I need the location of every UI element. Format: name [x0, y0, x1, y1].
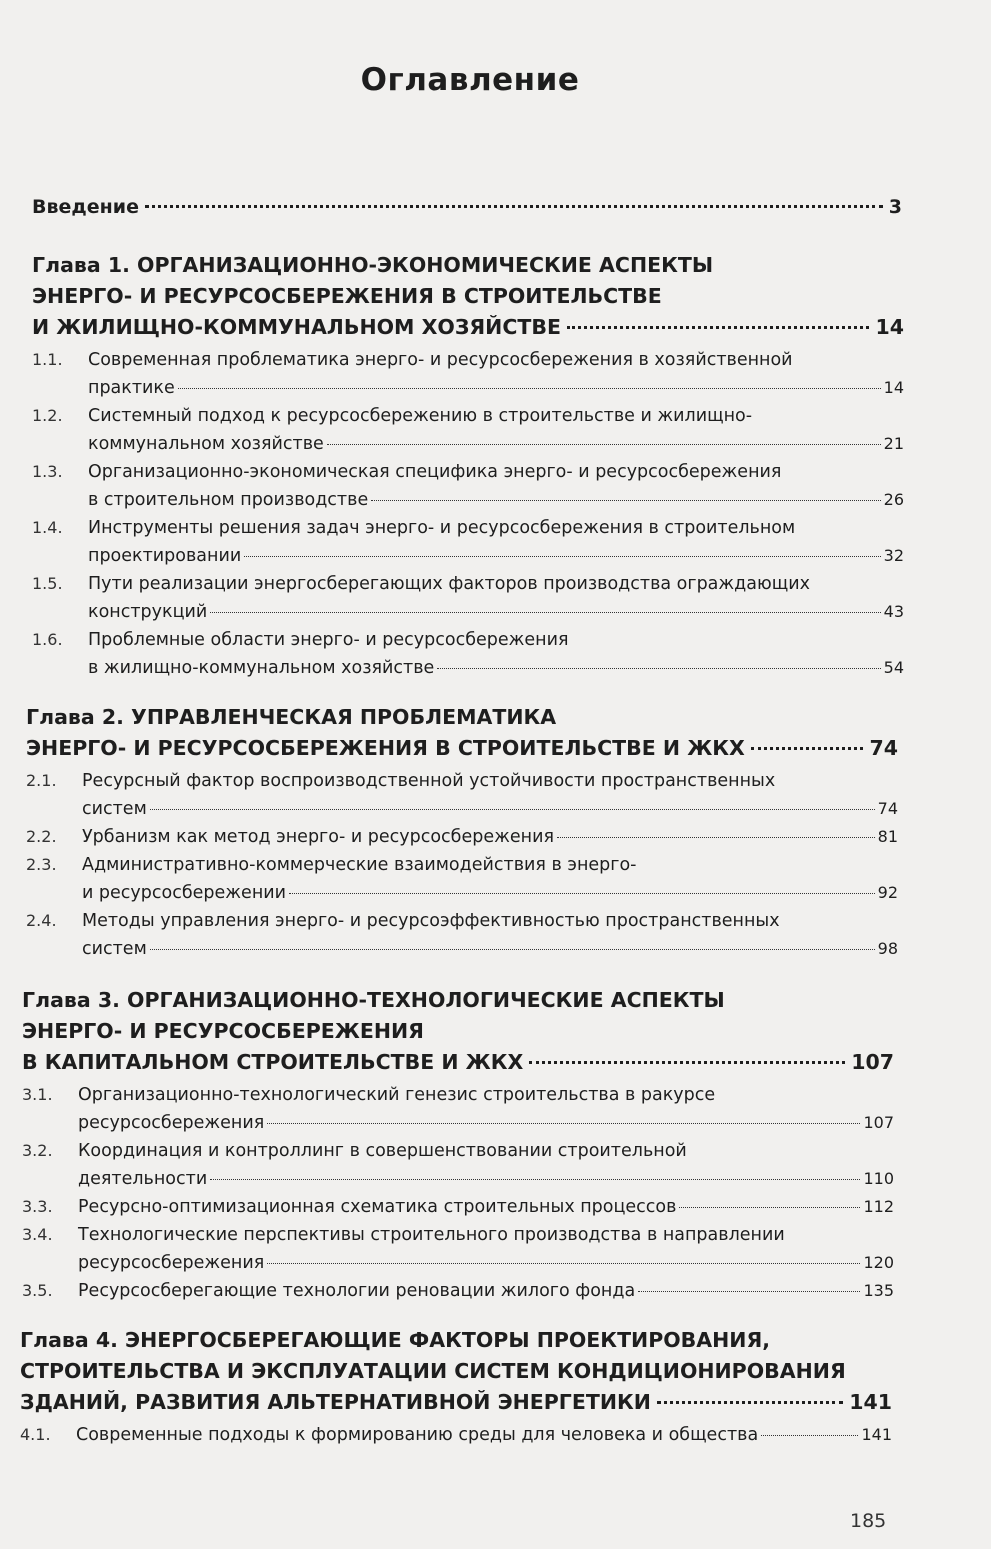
toc-section[interactable] — [26, 851, 898, 907]
dot-leader — [210, 1179, 860, 1180]
intro-label: Введение — [32, 196, 139, 218]
chapter-page: 107 — [851, 1050, 894, 1074]
section-title-text: в строительном производстве — [88, 490, 369, 510]
section-number: 3.1. — [22, 1085, 53, 1104]
section-title-text: деятельности — [78, 1169, 208, 1189]
section-page: 120 — [863, 1253, 894, 1272]
section-title-text: Современные подходы к формированию среды для человека и общества — [76, 1425, 759, 1445]
chapter-title-line — [26, 733, 898, 764]
page-title: Оглавление — [360, 62, 580, 98]
section-number: 2.3. — [26, 855, 57, 874]
section-number: 3.2. — [22, 1141, 53, 1160]
section-number: 2.4. — [26, 911, 57, 930]
toc-section[interactable] — [26, 823, 898, 851]
section-title-text: Административно-коммерческие взаимодействия в энерго- — [82, 855, 637, 875]
toc-entry-intro[interactable] — [32, 196, 902, 218]
chapter-page: 141 — [849, 1390, 892, 1414]
section-title-text: Ресурсный фактор воспроизводственной устойчивости пространственных — [82, 771, 776, 791]
section-page: 110 — [863, 1169, 894, 1188]
chapter-title-text: Глава 4. ЭНЕРГОСБЕРЕГАЮЩИЕ ФАКТОРЫ ПРОЕКТИРОВАНИЯ, — [20, 1328, 771, 1352]
section-number: 3.5. — [22, 1281, 53, 1300]
section-number: 3.4. — [22, 1225, 53, 1244]
section-title-text: Координация и контроллинг в совершенствовании строительной — [78, 1141, 687, 1161]
section-title-text: Пути реализации энергосберегающих факторов производства ограждающих — [88, 574, 810, 594]
dot-leader — [529, 1061, 845, 1064]
dot-leader — [178, 388, 881, 389]
section-page: 112 — [863, 1197, 894, 1216]
toc-chapter[interactable] — [26, 702, 898, 963]
dot-leader — [557, 837, 875, 838]
section-title-text: систем — [82, 939, 147, 959]
section-page: 26 — [883, 490, 904, 509]
section-title-text: в жилищно-коммунальном хозяйстве — [88, 658, 435, 678]
section-number: 2.2. — [26, 827, 57, 846]
section-title-text: ресурсосбережения — [78, 1113, 265, 1133]
dot-leader — [327, 444, 881, 445]
dot-leader — [150, 949, 875, 950]
chapter-title-text: ЭНЕРГО- И РЕСУРСОСБЕРЕЖЕНИЯ — [22, 1019, 424, 1043]
section-number: 3.3. — [22, 1197, 53, 1216]
section-title-text: Технологические перспективы строительного производства в направлении — [78, 1225, 785, 1245]
section-title-text: Ресурсосберегающие технологии реновации жилого фонда — [78, 1281, 636, 1301]
section-page: 81 — [877, 827, 898, 846]
section-page: 92 — [877, 883, 898, 902]
section-number: 1.5. — [32, 574, 63, 593]
chapter-title-line — [22, 1047, 894, 1078]
chapter-title-line — [32, 281, 904, 312]
toc-section[interactable] — [22, 1221, 894, 1277]
dot-leader — [267, 1263, 860, 1264]
section-title-text: ресурсосбережения — [78, 1253, 265, 1273]
toc-section[interactable] — [20, 1421, 892, 1449]
toc-section[interactable] — [32, 626, 904, 682]
section-number: 1.4. — [32, 518, 63, 537]
section-page: 54 — [883, 658, 904, 677]
chapter-title-text: И ЖИЛИЩНО-КОММУНАЛЬНОМ ХОЗЯЙСТВЕ — [32, 315, 561, 339]
section-number: 1.3. — [32, 462, 63, 481]
dot-leader — [679, 1207, 860, 1208]
toc-section[interactable] — [22, 1193, 894, 1221]
section-page: 98 — [877, 939, 898, 958]
dot-leader — [150, 809, 875, 810]
section-number: 1.1. — [32, 350, 63, 369]
chapter-title-line — [20, 1325, 892, 1356]
chapter-title-text: Глава 1. ОРГАНИЗАЦИОННО-ЭКОНОМИЧЕСКИЕ АСПЕКТЫ — [32, 253, 714, 277]
section-page: 107 — [863, 1113, 894, 1132]
toc-section[interactable] — [22, 1137, 894, 1193]
chapter-page: 74 — [869, 736, 898, 760]
section-title-text: Ресурсно-оптимизационная схематика строительных процессов — [78, 1197, 677, 1217]
toc-section[interactable] — [32, 514, 904, 570]
dot-leader — [761, 1435, 858, 1436]
dot-leader — [289, 893, 875, 894]
section-page: 14 — [883, 378, 904, 397]
chapter-title-line — [32, 250, 904, 281]
section-title-text: Системный подход к ресурсосбережению в строительстве и жилищно- — [88, 406, 753, 426]
dot-leader — [437, 668, 880, 669]
section-page: 74 — [877, 799, 898, 818]
chapter-page: 14 — [875, 315, 904, 339]
intro-page: 3 — [888, 196, 902, 218]
section-title-text: проектировании — [88, 546, 242, 566]
toc-section[interactable] — [32, 458, 904, 514]
dot-leader — [371, 500, 880, 501]
section-page: 43 — [883, 602, 904, 621]
section-number: 4.1. — [20, 1425, 51, 1444]
section-page: 21 — [883, 434, 904, 453]
dot-leader — [751, 747, 864, 750]
chapter-title-text: ЭНЕРГО- И РЕСУРСОСБЕРЕЖЕНИЯ В СТРОИТЕЛЬСТВЕ И ЖКХ — [26, 736, 745, 760]
toc-section[interactable] — [32, 346, 904, 402]
chapter-title-line — [32, 312, 904, 343]
chapter-title-line — [22, 985, 894, 1016]
dot-leader — [210, 612, 880, 613]
section-title-text: Проблемные области энерго- и ресурсосбережения — [88, 630, 569, 650]
chapter-title-line — [20, 1387, 892, 1418]
dot-leader — [145, 205, 883, 208]
toc-section[interactable] — [26, 907, 898, 963]
section-title-text: конструкций — [88, 602, 208, 622]
chapter-title-text: В КАПИТАЛЬНОМ СТРОИТЕЛЬСТВЕ И ЖКХ — [22, 1050, 524, 1074]
section-title-text: Инструменты решения задач энерго- и ресурсосбережения в строительном — [88, 518, 796, 538]
section-page: 141 — [861, 1425, 892, 1444]
chapter-title-text: Глава 2. УПРАВЛЕНЧЕСКАЯ ПРОБЛЕМАТИКА — [26, 705, 557, 729]
chapter-title-text: ЗДАНИЙ, РАЗВИТИЯ АЛЬТЕРНАТИВНОЙ ЭНЕРГЕТИКИ — [20, 1390, 651, 1414]
section-title-text: Методы управления энерго- и ресурсоэффективностью пространственных — [82, 911, 780, 931]
chapter-title-line — [20, 1356, 892, 1387]
chapter-title-text: ЭНЕРГО- И РЕСУРСОСБЕРЕЖЕНИЯ В СТРОИТЕЛЬСТВЕ — [32, 284, 662, 308]
toc-chapter[interactable] — [20, 1325, 892, 1449]
chapter-title-text: СТРОИТЕЛЬСТВА И ЭКСПЛУАТАЦИИ СИСТЕМ КОНДИЦИОНИРОВАНИЯ — [20, 1359, 846, 1383]
section-title-text: практике — [88, 378, 175, 398]
page-number: 185 — [850, 1510, 887, 1532]
section-title-text: и ресурсосбережении — [82, 883, 287, 903]
section-number: 2.1. — [26, 771, 57, 790]
section-title-text: систем — [82, 799, 147, 819]
chapter-title-text: Глава 3. ОРГАНИЗАЦИОННО-ТЕХНОЛОГИЧЕСКИЕ АСПЕКТЫ — [22, 988, 725, 1012]
section-title-text: Урбанизм как метод энерго- и ресурсосбережения — [82, 827, 554, 847]
section-title-text: Организационно-технологический генезис строительства в ракурсе — [78, 1085, 716, 1105]
toc-section[interactable] — [32, 402, 904, 458]
toc-section[interactable] — [22, 1277, 894, 1305]
dot-leader — [657, 1401, 843, 1404]
section-title-text: Современная проблематика энерго- и ресурсосбережения в хозяйственной — [88, 350, 793, 370]
section-title-text: коммунальном хозяйстве — [88, 434, 324, 454]
dot-leader — [567, 326, 869, 329]
section-title-text: Организационно-экономическая специфика энерго- и ресурсосбережения — [88, 462, 782, 482]
chapter-title-line — [26, 702, 898, 733]
section-number: 1.2. — [32, 406, 63, 425]
section-page: 135 — [863, 1281, 894, 1300]
toc-section[interactable] — [32, 570, 904, 626]
toc-chapter[interactable] — [22, 985, 894, 1305]
toc-chapter[interactable] — [32, 250, 904, 682]
section-page: 32 — [883, 546, 904, 565]
section-number: 1.6. — [32, 630, 63, 649]
chapter-title-line — [22, 1016, 894, 1047]
dot-leader — [267, 1123, 860, 1124]
dot-leader — [638, 1291, 860, 1292]
dot-leader — [244, 556, 880, 557]
toc-section[interactable] — [22, 1081, 894, 1137]
toc-section[interactable] — [26, 767, 898, 823]
